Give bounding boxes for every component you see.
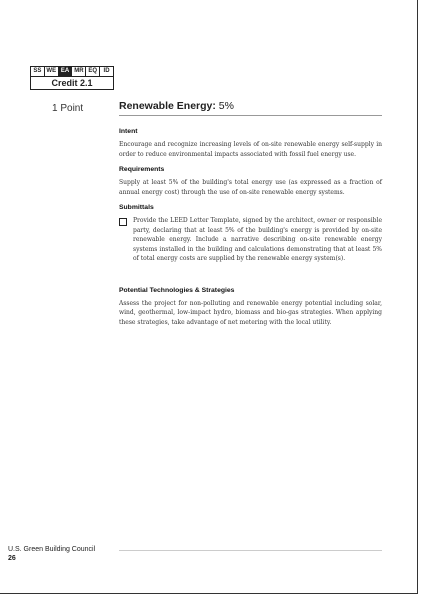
credit-category-box bbox=[30, 66, 114, 90]
tab-eq: EQ bbox=[86, 67, 100, 76]
section-intent bbox=[119, 128, 382, 159]
points-label: 1 Point bbox=[52, 103, 84, 114]
strategies-text: Assess the project for non-polluting and renewable energy potential including solar, wind, geothermal, low-impact hydro, biomass and bio-gas strategies. When applying these strategies, take advantage of net metering with the local utility. bbox=[119, 299, 382, 326]
section-submittals bbox=[119, 204, 382, 271]
footer-divider bbox=[119, 550, 382, 551]
submittal-item bbox=[119, 216, 382, 271]
checkbox-icon bbox=[119, 218, 127, 226]
credit-content bbox=[119, 128, 382, 334]
tab-we: WE bbox=[45, 67, 59, 76]
tab-id: ID bbox=[103, 68, 110, 74]
section-strategies bbox=[119, 287, 382, 328]
requirements-text: Supply at least 5% of the building's total energy use (as expressed as a fraction of annual energy cost) through the use of on-site renewable energy systems. bbox=[119, 179, 382, 196]
footer-org: U.S. Green Building Council bbox=[8, 546, 96, 553]
page-title bbox=[119, 100, 382, 116]
tab-ea: EA bbox=[59, 67, 73, 76]
category-tabs bbox=[31, 67, 113, 77]
tab-ss: SS bbox=[31, 67, 45, 76]
title-name: Renewable Energy: bbox=[119, 100, 216, 112]
submittals-heading: Submittals bbox=[119, 204, 154, 211]
intent-text: Encourage and recognize increasing levels of on-site renewable energy self-supply in order to reduce environmental impacts associated with fossil fuel energy use. bbox=[119, 141, 382, 158]
page-number: 26 bbox=[8, 555, 16, 562]
requirements-heading: Requirements bbox=[119, 166, 165, 173]
section-requirements bbox=[119, 166, 382, 197]
submittals-text: Provide the LEED Letter Template, signed by the architect, owner or responsible party, declaring that at least 5% of the building's energy is provided by on-site renewable energy. Include a narrative describing on-site renewable energy systems installed in the building and calculations demonstrating that at least 5% of total energy costs are supplied by the renewable energy system(s). bbox=[133, 217, 382, 262]
tab-mr: MR bbox=[72, 67, 86, 76]
credit-label: Credit 2.1 bbox=[51, 78, 93, 88]
title-value: 5% bbox=[218, 100, 234, 112]
strategies-heading: Potential Technologies & Strategies bbox=[119, 286, 235, 294]
intent-heading: Intent bbox=[119, 128, 138, 135]
